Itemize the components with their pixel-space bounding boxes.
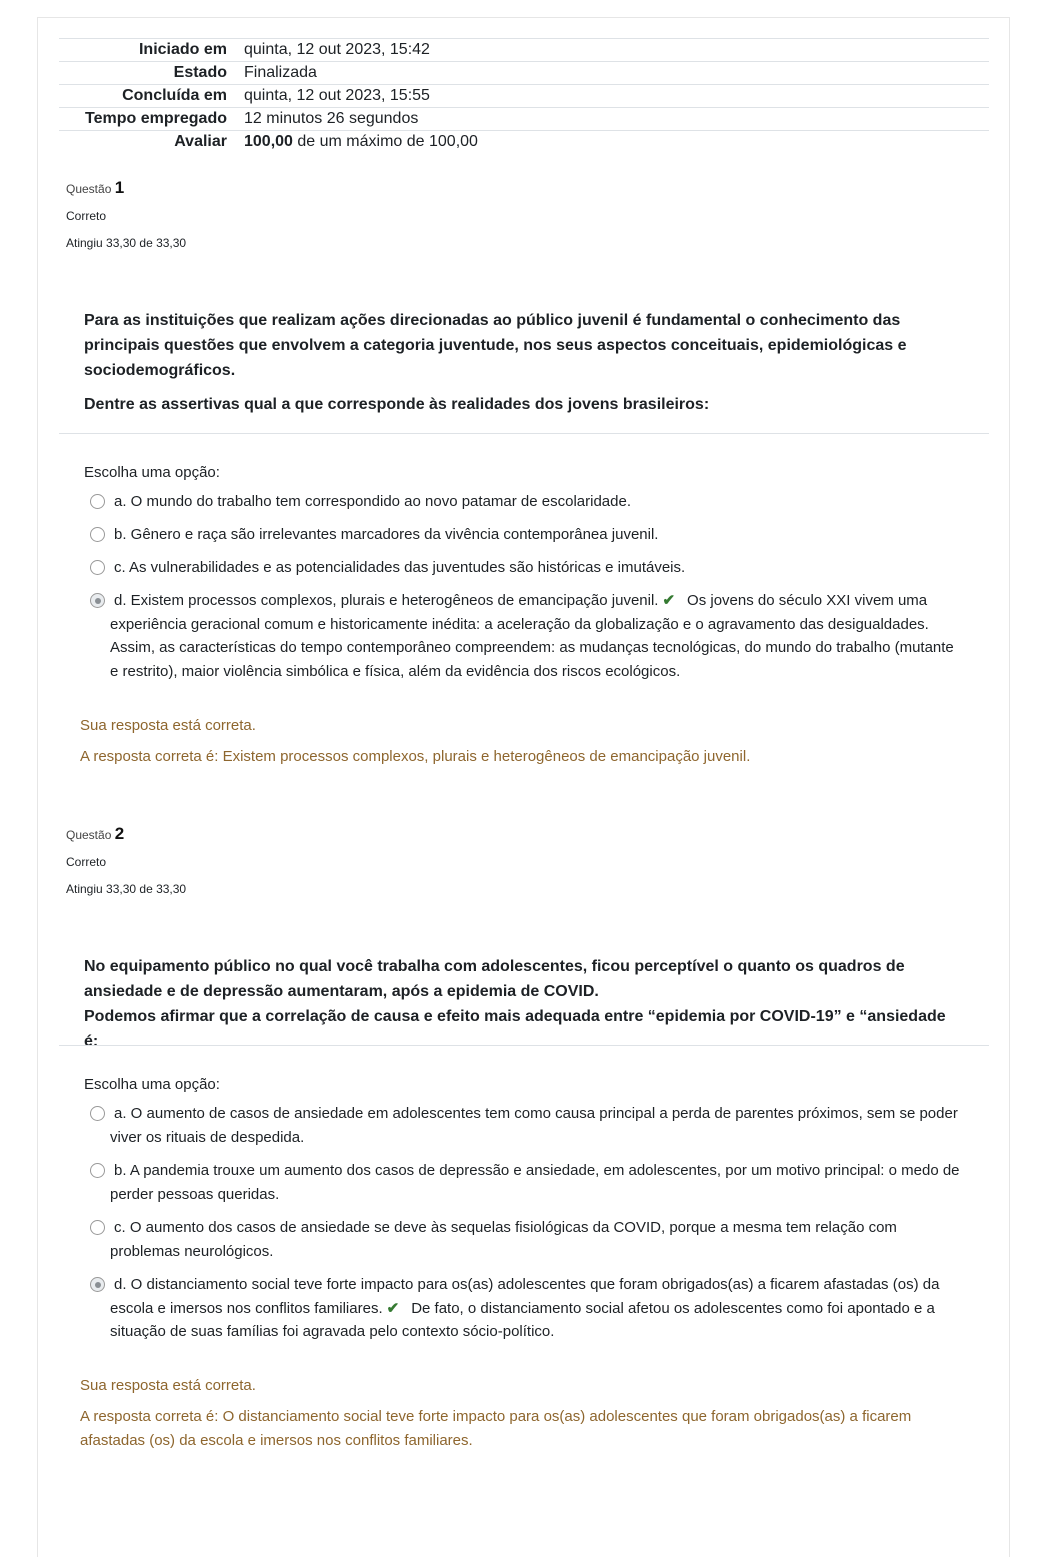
radio-button-selected[interactable] — [90, 593, 105, 608]
divider — [59, 433, 989, 434]
summary-value: Finalizada — [244, 64, 317, 81]
summary-label: Iniciado em — [138, 41, 227, 58]
radio-button[interactable] — [90, 1163, 105, 1178]
summary-value: 12 minutos 26 segundos — [244, 110, 419, 127]
option-b[interactable]: b. A pandemia trouxe um aumento dos casos de depressão e ansiedade, em adolescentes, por um motivo principal: o medo de perder pessoas queridas. — [90, 1159, 965, 1206]
option-d[interactable]: d. Existem processos complexos, plurais e heterogêneos de emancipação juvenil. ✔ Os jovens do século XXI vivem uma experiência geracional comum e historicamente inédita: a aceleração da globalização e o agravamento das desigualdades. Assim, as características do tempo contemporâneo compreendem: as mudanças tecnológicas, do mundo do trabalho (mutante e restrito), maior violência simbólica e física, além da evidência dos riscos ecológicos. — [90, 589, 965, 683]
summary-row — [59, 108, 989, 131]
option-feedback: De fato, o distanciamento social afetou os adolescentes como foi apontado e a situação de suas famílias foi agravada pelo contexto sócio-político. — [110, 1299, 935, 1340]
check-icon: ✔ — [662, 592, 676, 609]
right-answer: A resposta correta é: Existem processos complexos, plurais e heterogêneos de emancipação juvenil. — [80, 748, 751, 765]
summary-row — [59, 131, 989, 154]
summary-label: Tempo empregado — [85, 110, 227, 127]
grade-value: 100,00 — [244, 133, 293, 151]
radio-button-selected[interactable] — [90, 1277, 105, 1292]
question-state: Correto — [66, 209, 107, 223]
summary-row — [59, 85, 989, 108]
right-answer: A resposta correta é: O distanciamento social teve forte impacto para os(as) adolescentes que foram obrigados(as) a ficarem afastadas (os) da escola e imersos nos conflitos familiares. — [80, 1408, 912, 1449]
option-b[interactable]: b. Gênero e raça são irrelevantes marcadores da vivência contemporânea juvenil. — [90, 523, 965, 547]
summary-value: quinta, 12 out 2023, 15:55 — [244, 87, 430, 104]
attempt-summary — [59, 38, 989, 154]
option-a[interactable]: a. O aumento de casos de ansiedade em adolescentes tem como causa principal a perda de parentes próximos, sem se poder viver os rituais de despedida. — [90, 1102, 965, 1149]
option-a[interactable]: a. O mundo do trabalho tem correspondido ao novo patamar de escolaridade. — [90, 490, 965, 514]
question-info — [66, 180, 186, 263]
question-info — [66, 826, 186, 909]
summary-value — [244, 131, 989, 154]
question-text: Para as instituições que realizam ações direcionadas ao público juvenil é fundamental o conhecimento das principais questões que envolvem a categoria juventude, nos seus aspectos conceituais, epidemiológicas e sociodemográficos. Dentre as assertivas qual a que corresponde às realidades dos jovens brasileiros: — [84, 312, 907, 413]
summary-label: Concluída em — [122, 87, 227, 104]
result-text: Sua resposta está correta. — [80, 717, 256, 734]
check-icon: ✔ — [386, 1299, 400, 1317]
choose-prompt: Escolha uma opção: — [84, 464, 220, 481]
summary-value: quinta, 12 out 2023, 15:42 — [244, 41, 430, 58]
question-text: No equipamento público no qual você trabalha com adolescentes, ficou perceptível o quanto os quadros de ansiedade e de depressão aumentaram, após a epidemia de COVID. Podemos afirmar que a correlação de causa e efeito mais adequada entre “epidemia por COVID-19” e “ansiedade é: — [84, 958, 946, 1050]
summary-row — [59, 62, 989, 85]
summary-label: Estado — [173, 64, 227, 81]
question-number: Questão 2 — [66, 824, 125, 843]
summary-label: Avaliar — [174, 133, 227, 151]
quiz-review-page — [37, 17, 1010, 1557]
option-c[interactable]: c. As vulnerabilidades e as potencialidades das juventudes são históricas e imutáveis. — [90, 556, 965, 580]
radio-button[interactable] — [90, 1106, 105, 1121]
result-text: Sua resposta está correta. — [80, 1377, 256, 1394]
divider — [59, 1045, 989, 1046]
radio-button[interactable] — [90, 494, 105, 509]
question-state: Correto — [66, 855, 107, 869]
option-c[interactable]: c. O aumento dos casos de ansiedade se deve às sequelas fisiológicas da COVID, porque a mesma tem relação com problemas neurológicos. — [90, 1216, 965, 1263]
grade-max: de um máximo de 100,00 — [292, 133, 478, 151]
summary-row — [59, 39, 989, 62]
option-d[interactable]: d. O distanciamento social teve forte impacto para os(as) adolescentes que foram obrigados(as) a ficarem afastadas (os) da escola e imersos nos conflitos familiares. ✔ De fato, o distanciamento social afetou os adolescentes como foi apontado e a situação de suas famílias foi agravada pelo contexto sócio-político. — [90, 1273, 965, 1344]
radio-button[interactable] — [90, 527, 105, 542]
option-feedback: Os jovens do século XXI vivem uma experiência geracional comum e historicamente inédita: a aceleração da globalização e o agravamento das desigualdades. Assim, as características do tempo contemporâneo compreendem: as mudanças tecnológicas, do mundo do trabalho (mutante e restrito), maior violência simbólica e física, além da evidência dos riscos ecológicos. — [110, 592, 954, 680]
choose-prompt: Escolha uma opção: — [84, 1076, 220, 1093]
radio-button[interactable] — [90, 1220, 105, 1235]
question-grade: Atingiu 33,30 de 33,30 — [66, 882, 187, 896]
question-number: Questão 1 — [66, 178, 125, 197]
radio-button[interactable] — [90, 560, 105, 575]
question-grade: Atingiu 33,30 de 33,30 — [66, 236, 187, 250]
